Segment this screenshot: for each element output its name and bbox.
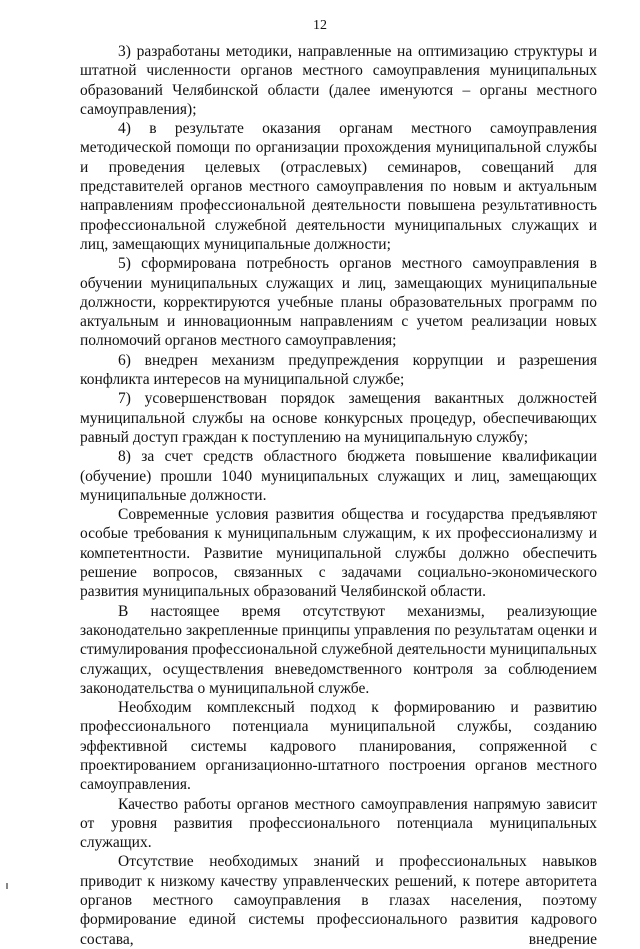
paragraph-item-3: 3) разработаны методики, направленные на оптимизацию структуры и штатной численности органов местного самоуправления муниципальных образований Челябинской области (далее именуются – органы местного самоуправления); bbox=[80, 43, 597, 118]
paragraph-item-4: 4) в результате оказания органам местного самоуправления методической помощи по организации прохождения муниципальной службы и проведения целевых (отраслевых) семинаров, совещаний для представителей органов местного самоуправления по новым и актуальным направлениям профессиональной деятельности повышена результативность профессиональной служебной деятельности муниципальных служащих и лиц, замещающих муниципальные должности; bbox=[80, 120, 597, 253]
document-body bbox=[80, 42, 597, 949]
paragraph-lack-of-knowledge: Отсутствие необходимых знаний и профессиональных навыков приводит к низкому качеству управленческих решений, к потере авторитета органов местного самоуправления в глазах населения, поэтому формирование единой системы профессионального развития кадрового состава, внедрение bbox=[80, 853, 597, 948]
scan-edge-mark bbox=[6, 883, 8, 889]
paragraph-item-7: 7) усовершенствован порядок замещения вакантных должностей муниципальной службы на основе конкурсных процедур, обеспечивающих равный доступ граждан к поступлению на муниципальную службу; bbox=[80, 390, 597, 446]
paragraph-missing-mechanisms: В настоящее время отсутствуют механизмы, реализующие законодательно закрепленные принципы управления по результатам оценки и стимулирования профессиональной служебной деятельности муниципальных служащих, осуществления вневедомственного контроля за соблюдением законодательства о муниципальной службе. bbox=[80, 602, 597, 697]
paragraph-complex-approach: Необходим комплексный подход к формированию и развитию профессионального потенциала муниципальной службы, созданию эффективной системы кадрового планирования, сопряженной с проектированием организационно-штатного построения органов местного самоуправления. bbox=[80, 699, 597, 794]
paragraph-item-8: 8) за счет средств областного бюджета повышение квалификации (обучение) прошли 1040 муниципальных служащих и лиц, замещающих муниципальные должности. bbox=[80, 448, 597, 504]
page-number: 12 bbox=[313, 18, 327, 33]
paragraph-modern-conditions: Современные условия развития общества и государства предъявляют особые требования к муниципальным служащим, к их профессионализму и компетентности. Развитие муниципальной службы должно обеспечить решение вопросов, связанных с задачами социально-экономического развития муниципальных образований Челябинской области. bbox=[80, 506, 597, 601]
paragraph-work-quality: Качество работы органов местного самоуправления напрямую зависит от уровня развития профессионального потенциала муниципальных служащих. bbox=[80, 795, 597, 852]
paragraph-item-6: 6) внедрен механизм предупреждения коррупции и разрешения конфликта интересов на муниципальной службе; bbox=[80, 351, 597, 389]
paragraph-item-5: 5) сформирована потребность органов местного самоуправления в обучении муниципальных служащих и лиц, замещающих муниципальные должности, корректируются учебные планы образовательных программ по актуальным и инновационным направлениям с учетом реализации новых полномочий органов местного самоуправления; bbox=[80, 255, 597, 350]
